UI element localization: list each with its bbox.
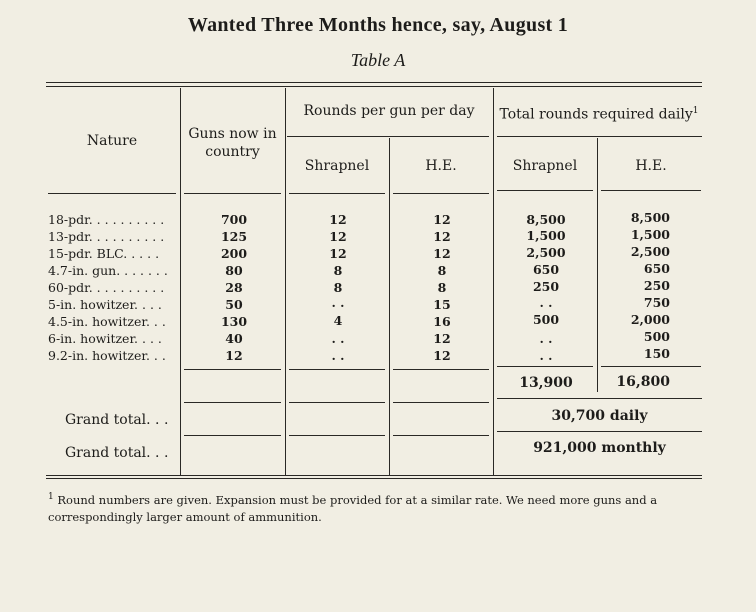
table-top-rule-inner <box>46 86 702 87</box>
header-he: H.E. <box>425 158 457 174</box>
cell-total-shrapnel: . . <box>539 295 553 310</box>
grand-total-daily: 30,700 daily <box>551 408 648 424</box>
subtotal-rule <box>393 402 489 403</box>
cell-rounds-he: 12 <box>433 331 451 346</box>
cell-rounds-shrapnel: . . <box>331 348 345 363</box>
header-rule <box>184 193 281 194</box>
cell-total-shrapnel: 250 <box>532 279 560 294</box>
body-rule <box>601 366 701 367</box>
cell-total-shrapnel: 8,500 <box>526 212 566 227</box>
col-divider <box>285 88 286 476</box>
cell-guns: 12 <box>225 348 243 363</box>
body-rule <box>497 366 593 367</box>
grand-total-rule <box>289 435 385 436</box>
header-total-rounds <box>495 102 703 124</box>
cell-rounds-he: 15 <box>433 297 451 312</box>
cell-nature: 18-pdr. . . . . . . . . . <box>48 212 165 227</box>
cell-rounds-shrapnel: 12 <box>329 246 347 261</box>
cell-total-he: 650 <box>643 261 670 276</box>
header-rounds-per-gun: Rounds per gun per day <box>303 103 475 119</box>
table-caption: Table A <box>350 50 406 70</box>
header-rule <box>48 193 176 194</box>
cell-rounds-he: 8 <box>437 263 447 278</box>
header-guns: Guns now in country <box>188 126 277 160</box>
cell-nature: 15-pdr. BLC. . . . . <box>48 246 160 261</box>
cell-rounds-shrapnel: 12 <box>329 212 347 227</box>
group-header-rule <box>497 136 702 137</box>
subtotal-rule <box>497 398 702 399</box>
cell-total-he: 250 <box>643 278 670 293</box>
cell-rounds-he: 12 <box>433 246 451 261</box>
subtotal-rule <box>289 402 385 403</box>
cell-nature: 4.5-in. howitzer. . . <box>48 314 166 329</box>
header-total-he: H.E. <box>635 158 667 174</box>
cell-rounds-shrapnel: 12 <box>329 229 347 244</box>
cell-total-shrapnel: 650 <box>532 262 560 277</box>
cell-total-shrapnel: 2,500 <box>526 245 566 260</box>
col-divider <box>389 138 390 476</box>
footnote-ref: 1 <box>692 106 699 116</box>
cell-rounds-shrapnel: . . <box>331 331 345 346</box>
cell-rounds-he: 12 <box>433 229 451 244</box>
cell-rounds-he: 16 <box>433 314 451 329</box>
grand-total-rule <box>497 431 702 432</box>
header-nature: Nature <box>86 133 138 149</box>
cell-guns: 130 <box>220 314 248 329</box>
cell-guns: 200 <box>220 246 248 261</box>
cell-total-he: 2,000 <box>630 312 670 327</box>
cell-rounds-shrapnel: 8 <box>333 263 343 278</box>
header-rule <box>601 190 701 191</box>
cell-guns: 28 <box>225 280 243 295</box>
header-rule <box>289 193 385 194</box>
page-title: Wanted Three Months hence, say, August 1 <box>187 14 569 36</box>
cell-total-he: 2,500 <box>630 244 670 259</box>
group-header-rule <box>287 136 489 137</box>
cell-total-he: 500 <box>643 329 670 344</box>
grand-total-rule <box>184 435 281 436</box>
grand-total-label: Grand total. . . <box>65 412 169 428</box>
col-divider <box>493 88 494 476</box>
cell-rounds-he: 12 <box>433 212 451 227</box>
footnote-text: Round numbers are given. Expansion must be provided for at a similar rate. We need more guns and a correspondingly larger amount of ammunition. <box>48 492 658 524</box>
cell-nature: 60-pdr. . . . . . . . . . <box>48 280 165 295</box>
header-rule <box>497 190 593 191</box>
cell-total-he: 8,500 <box>630 210 670 225</box>
cell-guns: 80 <box>225 263 243 278</box>
cell-total-shrapnel: . . <box>539 331 553 346</box>
cell-total-he: 750 <box>643 295 670 310</box>
grand-total-rule <box>393 435 489 436</box>
cell-rounds-shrapnel: 8 <box>333 280 343 295</box>
table-top-rule <box>46 82 702 83</box>
cell-guns: 700 <box>220 212 248 227</box>
cell-nature: 13-pdr. . . . . . . . . . <box>48 229 165 244</box>
table-bottom-rule-inner <box>46 478 702 479</box>
header-shrapnel: Shrapnel <box>304 158 370 174</box>
grand-total-monthly: 921,000 monthly <box>533 440 666 456</box>
header-total-shrapnel: Shrapnel <box>512 158 578 174</box>
grand-total-label: Grand total. . . <box>65 445 169 461</box>
cell-total-he: 150 <box>643 346 670 361</box>
cell-nature: 6-in. howitzer. . . . <box>48 331 162 346</box>
table-bottom-rule <box>46 475 702 476</box>
cell-guns: 125 <box>220 229 248 244</box>
cell-nature: 5-in. howitzer. . . . <box>48 297 162 312</box>
cell-rounds-shrapnel: 4 <box>333 313 343 328</box>
body-rule <box>393 369 489 370</box>
cell-rounds-he: 12 <box>433 348 451 363</box>
cell-total-shrapnel: 500 <box>532 312 560 327</box>
cell-rounds-shrapnel: . . <box>331 295 345 310</box>
body-rule <box>289 369 385 370</box>
cell-nature: 9.2-in. howitzer. . . <box>48 348 166 363</box>
cell-nature: 4.7-in. gun. . . . . . . <box>48 263 168 278</box>
header-total-rounds-label: Total rounds required daily <box>499 106 693 123</box>
footnote-marker: 1 <box>48 492 54 502</box>
cell-guns: 40 <box>225 331 243 346</box>
cell-total-he: 1,500 <box>630 227 670 242</box>
subtotal-he: 16,800 <box>616 374 670 390</box>
body-rule <box>184 369 281 370</box>
cell-guns: 50 <box>225 297 243 312</box>
cell-total-shrapnel: 1,500 <box>526 228 566 243</box>
subtotal-rule <box>184 402 281 403</box>
cell-rounds-he: 8 <box>437 280 447 295</box>
col-divider <box>597 138 598 392</box>
header-rule <box>393 193 489 194</box>
footnote <box>48 489 708 526</box>
subtotal-shrapnel: 13,900 <box>519 375 573 391</box>
cell-total-shrapnel: . . <box>539 348 553 363</box>
